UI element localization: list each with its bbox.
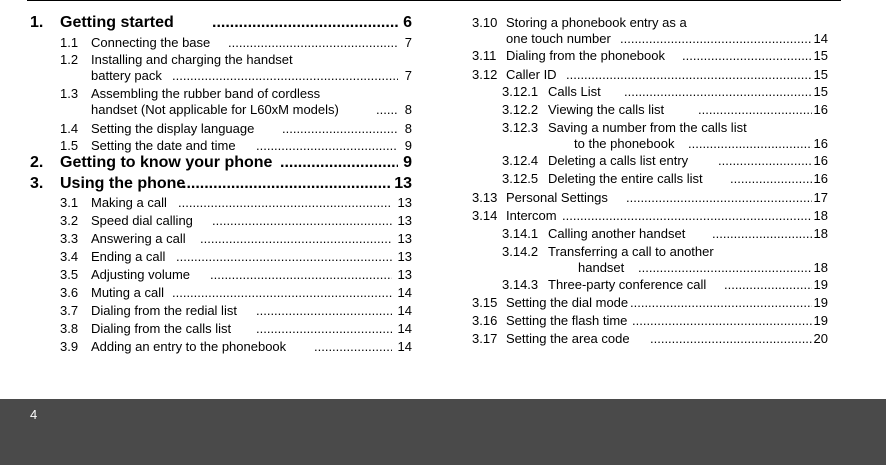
leader-dots — [182, 175, 390, 193]
toc-entry[interactable] — [502, 277, 828, 292]
toc-entry[interactable] — [30, 154, 412, 172]
toc-title: Deleting the entire calls list — [548, 171, 703, 186]
toc-page: 9 — [403, 154, 412, 171]
toc-entry[interactable] — [60, 138, 412, 153]
toc-number: 3.14 — [472, 208, 498, 223]
toc-entry[interactable] — [502, 153, 828, 168]
toc-title: Three-party conference call — [548, 277, 707, 292]
toc-page: 20 — [813, 331, 828, 346]
toc-page: 19 — [813, 295, 828, 310]
toc-entry[interactable] — [472, 208, 828, 223]
toc-title: Answering a call — [91, 231, 186, 246]
toc-title-continued: one touch number — [506, 31, 611, 46]
toc-title: Calling another handset — [548, 226, 686, 241]
toc-title-continued: battery pack — [91, 68, 162, 83]
toc-number: 3.17 — [472, 331, 498, 346]
toc-page: 17 — [813, 190, 828, 205]
leader-dots — [256, 321, 392, 336]
toc-title: Saving a number from the calls list — [548, 120, 747, 135]
toc-page: 13 — [397, 213, 412, 228]
toc-page: 13 — [397, 267, 412, 282]
toc-title: Deleting a calls list entry — [548, 153, 689, 168]
toc-number: 1. — [30, 14, 44, 31]
toc-number: 3.12.2 — [502, 102, 539, 117]
toc-title: Ending a call — [91, 249, 166, 264]
toc-page: 15 — [813, 84, 828, 99]
toc-number: 3.11 — [472, 48, 497, 63]
toc-number: 3.14.3 — [502, 277, 539, 292]
toc-entry[interactable] — [60, 35, 412, 50]
toc-title: Setting the dial mode — [506, 295, 629, 310]
toc-page: 8 — [404, 121, 412, 136]
toc-entry[interactable] — [502, 226, 828, 241]
leader-dots — [624, 84, 812, 99]
toc-page: 14 — [813, 31, 828, 46]
leader-dots — [376, 102, 398, 117]
toc-title: Making a call — [91, 195, 167, 210]
toc-page: 7 — [404, 35, 412, 50]
toc-number: 1.4 — [60, 121, 79, 136]
toc-number: 3.12.4 — [502, 153, 539, 168]
page-footer — [0, 399, 886, 465]
leader-dots — [178, 195, 392, 210]
toc-entry[interactable] — [60, 285, 412, 300]
leader-dots — [712, 226, 812, 241]
toc-page: 8 — [404, 102, 412, 117]
toc-number: 3.12.1 — [502, 84, 539, 99]
toc-page: 14 — [397, 285, 412, 300]
toc-title: Getting started — [60, 14, 174, 31]
toc-entry[interactable] — [472, 15, 828, 47]
toc-page: 15 — [813, 48, 828, 63]
toc-page: 18 — [813, 260, 828, 275]
leader-dots — [566, 67, 812, 82]
toc-entry[interactable] — [60, 121, 412, 136]
toc-entry[interactable] — [30, 14, 412, 32]
toc-entry[interactable] — [502, 244, 828, 276]
top-rule — [27, 0, 841, 1]
toc-number: 3.6 — [60, 285, 79, 300]
toc-number: 3.8 — [60, 321, 79, 336]
toc-entry[interactable] — [502, 84, 828, 99]
toc-number: 2. — [30, 154, 44, 171]
toc-number: 3.3 — [60, 231, 79, 246]
toc-title: Assembling the rubber band of cordless — [91, 86, 321, 101]
toc-entry[interactable] — [60, 52, 412, 84]
toc-entry[interactable] — [502, 120, 828, 152]
toc-page: 14 — [397, 303, 412, 318]
toc-page: 16 — [813, 102, 828, 117]
toc-number: 3.14.1 — [502, 226, 539, 241]
toc-entry[interactable] — [472, 190, 828, 205]
toc-title: Getting to know your phone — [60, 154, 273, 171]
toc-entry[interactable] — [60, 231, 412, 246]
toc-title: Adding an entry to the phonebook — [91, 339, 287, 354]
toc-title: Using the phone — [60, 175, 186, 192]
toc-page: 13 — [397, 231, 412, 246]
leader-dots — [212, 14, 398, 32]
toc-number: 3.12.3 — [502, 120, 539, 135]
toc-page: 13 — [397, 195, 412, 210]
toc-title: Personal Settings — [506, 190, 608, 205]
toc-entry[interactable] — [60, 303, 412, 318]
leader-dots — [256, 303, 392, 318]
toc-page: 16 — [813, 171, 828, 186]
toc-title: Intercom — [506, 208, 557, 223]
toc-number: 3.2 — [60, 213, 79, 228]
toc-page: 19 — [813, 313, 828, 328]
toc-title: Connecting the base — [91, 35, 211, 50]
toc-page: 15 — [813, 67, 828, 82]
toc-number: 3.14.2 — [502, 244, 539, 259]
toc-entry[interactable] — [472, 48, 828, 63]
toc-title: Dialing from the calls list — [91, 321, 232, 336]
toc-number: 3.9 — [60, 339, 79, 354]
toc-title: Speed dial calling — [91, 213, 193, 228]
leader-dots — [724, 277, 812, 292]
toc-entry[interactable] — [60, 86, 412, 118]
toc-page: 16 — [813, 153, 828, 168]
toc-page: 16 — [813, 136, 828, 151]
toc-number: 1.2 — [60, 52, 79, 67]
leader-dots — [172, 68, 398, 83]
leader-dots — [630, 295, 812, 310]
toc-page: 13 — [394, 175, 412, 192]
toc-number: 3.16 — [472, 313, 498, 328]
toc-entry[interactable] — [472, 295, 828, 310]
leader-dots — [280, 154, 398, 172]
toc-number: 3.5 — [60, 267, 79, 282]
toc-number: 3.12.5 — [502, 171, 539, 186]
toc-page: 14 — [397, 321, 412, 336]
toc-title: Viewing the calls list — [548, 102, 665, 117]
toc-title: Dialing from the redial list — [91, 303, 237, 318]
leader-dots — [314, 339, 392, 354]
toc-title: Setting the flash time — [506, 313, 628, 328]
toc-entry[interactable] — [472, 67, 828, 82]
leader-dots — [682, 48, 812, 63]
toc-number: 3.4 — [60, 249, 79, 264]
leader-dots — [172, 285, 392, 300]
toc-page: 6 — [403, 14, 412, 31]
toc-entry[interactable] — [60, 321, 412, 336]
toc-number: 3.7 — [60, 303, 79, 318]
toc-number: 1.5 — [60, 138, 79, 153]
leader-dots — [718, 153, 812, 168]
toc-title: Calls List — [548, 84, 601, 99]
toc-number: 3.12 — [472, 67, 498, 82]
page-number: 4 — [30, 407, 38, 422]
leader-dots — [698, 102, 812, 117]
toc-title: Dialing from the phonebook — [506, 48, 665, 63]
leader-dots — [620, 31, 812, 46]
toc-number: 1.3 — [60, 86, 79, 101]
toc-entry[interactable] — [60, 249, 412, 264]
toc-number: 3. — [30, 175, 44, 192]
leader-dots — [210, 267, 392, 282]
toc-entry[interactable] — [472, 313, 828, 328]
toc-entry[interactable] — [60, 267, 412, 282]
leader-dots — [730, 171, 812, 186]
toc-number: 3.1 — [60, 195, 79, 210]
toc-entry[interactable] — [60, 213, 412, 228]
toc-page: 18 — [813, 208, 828, 223]
toc-title-continued: to the phonebook — [574, 136, 675, 151]
toc-title: Installing and charging the handset — [91, 52, 293, 67]
toc-page: 9 — [404, 138, 412, 153]
leader-dots — [256, 138, 398, 153]
toc-title-continued: handset (Not applicable for L60xM models) — [91, 102, 339, 117]
toc-number: 3.10 — [472, 15, 498, 30]
leader-dots — [212, 213, 392, 228]
leader-dots — [650, 331, 812, 346]
leader-dots — [632, 313, 812, 328]
leader-dots — [562, 208, 812, 223]
toc-page: 18 — [813, 226, 828, 241]
leader-dots — [228, 35, 398, 50]
leader-dots — [638, 260, 812, 275]
toc-entry[interactable] — [30, 175, 412, 193]
toc-entry[interactable] — [60, 195, 412, 210]
toc-title: Setting the area code — [506, 331, 630, 346]
toc-title: Adjusting volume — [91, 267, 190, 282]
leader-dots — [688, 136, 812, 151]
toc-number: 3.13 — [472, 190, 498, 205]
toc-number: 3.15 — [472, 295, 498, 310]
toc-title: Muting a call — [91, 285, 164, 300]
leader-dots — [282, 121, 398, 136]
leader-dots — [626, 190, 812, 205]
toc-page: 7 — [404, 68, 412, 83]
toc-page: 19 — [813, 277, 828, 292]
toc-number: 1.1 — [60, 35, 79, 50]
toc-title: Setting the date and time — [91, 138, 236, 153]
toc-entry[interactable] — [502, 102, 828, 117]
toc-page: 14 — [397, 339, 412, 354]
toc-entry[interactable] — [502, 171, 828, 186]
toc-entry[interactable] — [60, 339, 412, 354]
toc-title-continued: handset — [578, 260, 625, 275]
toc-title: Caller ID — [506, 67, 557, 82]
toc-page: 13 — [397, 249, 412, 264]
toc-title: Transferring a call to another — [548, 244, 714, 259]
leader-dots — [176, 249, 392, 264]
toc-title: Setting the display language — [91, 121, 255, 136]
toc-title: Storing a phonebook entry as a — [506, 15, 687, 30]
leader-dots — [200, 231, 392, 246]
toc-entry[interactable] — [472, 331, 828, 346]
